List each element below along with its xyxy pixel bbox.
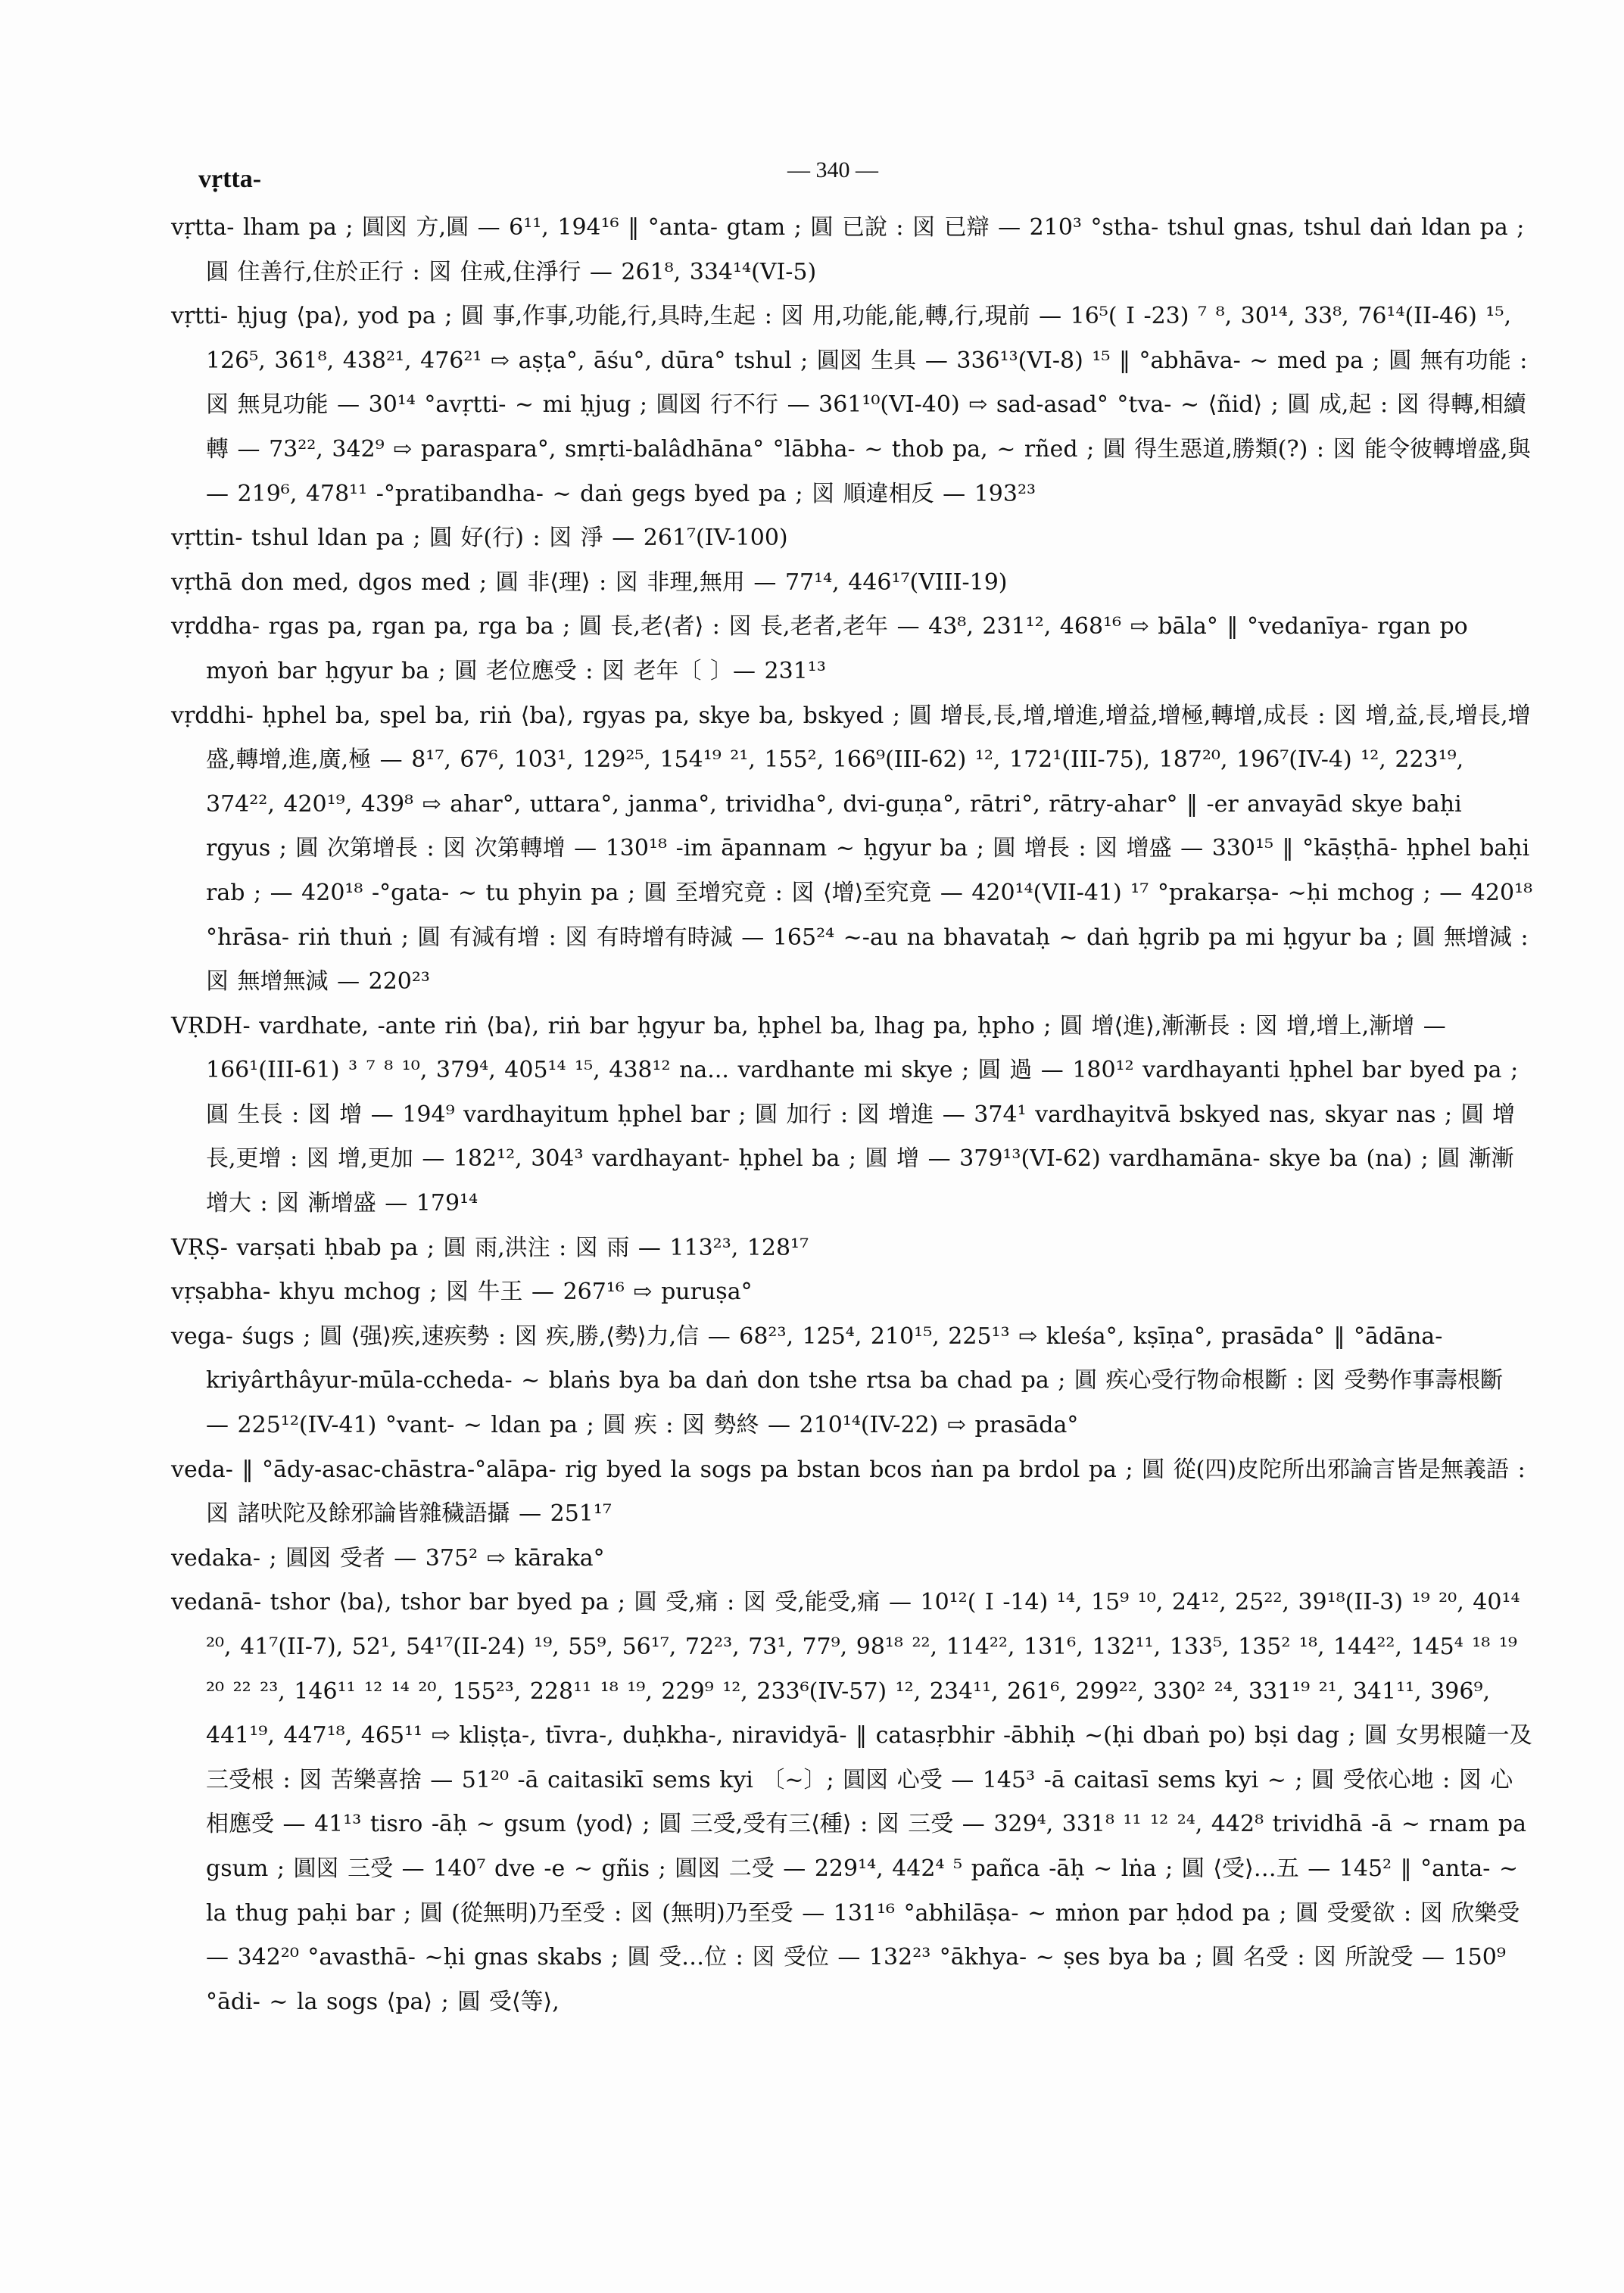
entry-vrtta: vṛtta- lham pa ; 圓図 方,圓 — 6¹¹, 194¹⁶ ‖ °anta- gtam ; 圓 已說 : 図 已辯 — 210³ °stha- tshul gnas, tshul daṅ ldan pa ; 圓 住善行,住於正行 : 図 住戒,住淨行 — 261⁸, 334¹⁴(VI-5) — [171, 214, 1525, 285]
dictionary-body — [171, 206, 1534, 2024]
running-head: vṛtta- — [198, 165, 262, 193]
entry-vrddha: vṛddha- rgas pa, rgan pa, rga ba ; 圓 長,老⟨者⟩ : 図 長,老者,老年 — 43⁸, 231¹², 468¹⁶ ⇨ bāla° ‖ °vedanīya- rgan po myoṅ bar ḥgyur ba ; 圓 老位應受 : 図 老年〔 〕— 231¹³ — [171, 613, 1468, 684]
entry-veda: veda- ‖ °ādy-asac-chāstra-°alāpa- rig byed la sogs pa bstan bcos ṅan pa brdol pa ; 圓 從(四)皮陀所出邪論言皆是無義語 : 図 諸吠陀及餘邪論皆雜穢語攝 — 251¹⁷ — [171, 1456, 1526, 1528]
entry-vrs: VṚṢ- varṣati ḥbab pa ; 圓 雨,洪注 : 図 雨 — 113²³, 128¹⁷ — [171, 1234, 809, 1261]
page-number: — 340 — — [787, 157, 878, 182]
entry-vrttin: vṛttin- tshul ldan pa ; 圓 好(行) : 図 淨 — 261⁷(IV-100) — [171, 525, 788, 552]
entry-vrtha: vṛthā don med, dgos med ; 圓 非⟨理⟩ : 図 非理,無用 — 77¹⁴, 446¹⁷(VIII-19) — [171, 569, 1008, 596]
entry-vega: vega- śugs ; 圓 ⟨强⟩疾,速疾勢 : 図 疾,勝,⟨勢⟩力,信 — 68²³, 125⁴, 210¹⁵, 225¹³ ⇨ kleśa°, kṣīṇa°, prasāda° ‖ °ādāna-kriyârthâyur-mūla-ccheda- ~ blaṅs bya ba daṅ don tshe rtsa ba chad pa ; 圓 疾心受行物命根斷 : 図 受勢作事壽根斷 — 225¹²(IV-41) °vant- ~ ldan pa ; 圓 疾 : 図 勢終 — 210¹⁴(IV-22) ⇨ prasāda° — [171, 1323, 1504, 1439]
entry-vrdh: VṚDH- vardhate, -ante riṅ ⟨ba⟩, riṅ bar ḥgyur ba, ḥphel ba, lhag pa, ḥpho ; 圓 增⟨進⟩,漸漸長 : 図 增,增上,漸增 — 166¹(III-61) ³ ⁷ ⁸ ¹⁰, 379⁴, 405¹⁴ ¹⁵, 438¹² na... vardhante mi skye ; 圓 過 — 180¹² vardhayanti ḥphel bar byed pa ; 圓 生長 : 図 增 — 194⁹ vardhayitum ḥphel bar ; 圓 加行 : 図 增進 — 374¹ vardhayitvā bskyed nas, skyar nas ; 圓 增長,更增 : 図 增,更加 — 182¹², 304³ vardhayant- ḥphel ba ; 圓 增 — 379¹³(VI-62) vardhamāna- skye ba (na) ; 圓 漸漸增大 : 図 漸增盛 — 179¹⁴ — [171, 1012, 1519, 1217]
entry-vrsabha: vṛṣabha- khyu mchog ; 図 牛王 — 267¹⁶ ⇨ puruṣa° — [171, 1279, 753, 1306]
entry-vedana: vedanā- tshor ⟨ba⟩, tshor bar byed pa ; 圓 受,痛 : 図 受,能受,痛 — 10¹²( I -14) ¹⁴, 15⁹ ¹⁰, 24¹², 25²², 39¹⁸(II-3) ¹⁹ ²⁰, 40¹⁴ ²⁰, 41⁷(II-7), 52¹, 54¹⁷(II-24) ¹⁹, 55⁹, 56¹⁷, 72²³, 73¹, 77⁹, 98¹⁸ ²², 114²², 131⁶, 132¹¹, 133⁵, 135² ¹⁸, 144²², 145⁴ ¹⁸ ¹⁹ ²⁰ ²² ²³, 146¹¹ ¹² ¹⁴ ²⁰, 155²³, 228¹¹ ¹⁸ ¹⁹, 229⁹ ¹², 233⁶(IV-57) ¹², 234¹¹, 261⁶, 299²², 330² ²⁴, 331¹⁹ ²¹, 341¹¹, 396⁹, 441¹⁹, 447¹⁸, 465¹¹ ⇨ kliṣṭa-, tīvra-, duḥkha-, niravidyā- ‖ catasṛbhir -ābhiḥ ~(ḥi dbaṅ po) bṣi dag ; 圓 女男根隨一及三受根 : 図 苦樂喜捨 — 51²⁰ -ā caitasikī sems kyi 〔~〕; 圓図 心受 — 145³ -ā caitasī sems kyi ~ ; 圓 受依心地 : 図 心相應受 — 41¹³ tisro -āḥ ~ gsum ⟨yod⟩ ; 圓 三受,受有三⟨種⟩ : 図 三受 — 329⁴, 331⁸ ¹¹ ¹² ²⁴, 442⁸ trividhā -ā ~ rnam pa gsum ; 圓図 三受 — 140⁷ dve -e ~ gñis ; 圓図 二受 — 229¹⁴, 442⁴ ⁵ pañca -āḥ ~ lṅa ; 圓 ⟨受⟩…五 — 145² ‖ °anta- ~ la thug paḥi bar ; 圓 (從無明)乃至受 : 図 (無明)乃至受 — 131¹⁶ °abhilāṣa- ~ mṅon par ḥdod pa ; 圓 受愛欲 : 図 欣樂受 — 342²⁰ °avasthā- ~ḥi gnas skabs ; 圓 受…位 : 図 受位 — 132²³ °ākhya- ~ ṣes bya ba ; 圓 名受 : 図 所說受 — 150⁹ °ādi- ~ la sogs ⟨pa⟩ ; 圓 受⟨等⟩, — [171, 1589, 1532, 2015]
entry-vedaka: vedaka- ; 圓図 受者 — 375² ⇨ kāraka° — [171, 1544, 605, 1572]
entry-vrtti: vṛtti- ḥjug ⟨pa⟩, yod pa ; 圓 事,作事,功能,行,具時,生起 : 図 用,功能,能,轉,行,現前 — 16⁵( I -23) ⁷ ⁸, 30¹⁴, 33⁸, 76¹⁴(II-46) ¹⁵, 126⁵, 361⁸, 438²¹, 476²¹ ⇨ aṣṭa°, āśu°, dūra° tshul ; 圓図 生具 — 336¹³(VI-8) ¹⁵ ‖ °abhāva- ~ med pa ; 圓 無有功能 : 図 無見功能 — 30¹⁴ °avṛtti- ~ mi ḥjug ; 圓図 行不行 — 361¹⁰(VI-40) ⇨ sad-asad° °tva- ~ ⟨ñid⟩ ; 圓 成,起 : 図 得轉,相續轉 — 73²², 342⁹ ⇨ paraspara°, smṛti-balâdhāna° °lābha- ~ thob pa, ~ rñed ; 圓 得生惡道,勝類(?) : 図 能令彼轉增盛,與 — 219⁶, 478¹¹ -°pratibandha- ~ daṅ gegs byed pa ; 図 順違相反 — 193²³ — [171, 303, 1531, 507]
entry-vrddhi: vṛddhi- ḥphel ba, spel ba, riṅ ⟨ba⟩, rgyas pa, skye ba, bskyed ; 圓 增長,長,增,增進,增益,增極,轉增,成長 : 図 增,益,長,增長,增盛,轉增,進,廣,極 — 8¹⁷, 67⁶, 103¹, 129²⁵, 154¹⁹ ²¹, 155², 166⁹(III-62) ¹², 172¹(III-75), 187²⁰, 196⁷(IV-4) ¹², 223¹⁹, 374²², 420¹⁹, 439⁸ ⇨ ahar°, uttara°, janma°, trividha°, dvi-guṇa°, rātri°, rātry-ahar° ‖ -er anvayād skye baḥi rgyus ; 圓 次第增長 : 図 次第轉增 — 130¹⁸ -im āpannam ~ ḥgyur ba ; 圓 增長 : 図 增盛 — 330¹⁵ ‖ °kāṣṭhā- ḥphel baḥi rab ; — 420¹⁸ -°gata- ~ tu phyin pa ; 圓 至增究竟 : 図 ⟨增⟩至究竟 — 420¹⁴(VII-41) ¹⁷ °prakarṣa- ~ḥi mchog ; — 420¹⁸ °hrāsa- riṅ thuṅ ; 圓 有減有增 : 図 有時增有時減 — 165²⁴ ~-au na bhavataḥ ~ daṅ ḥgrib pa mi ḥgyur ba ; 圓 無增減 : 図 無增無減 — 220²³ — [171, 702, 1533, 995]
